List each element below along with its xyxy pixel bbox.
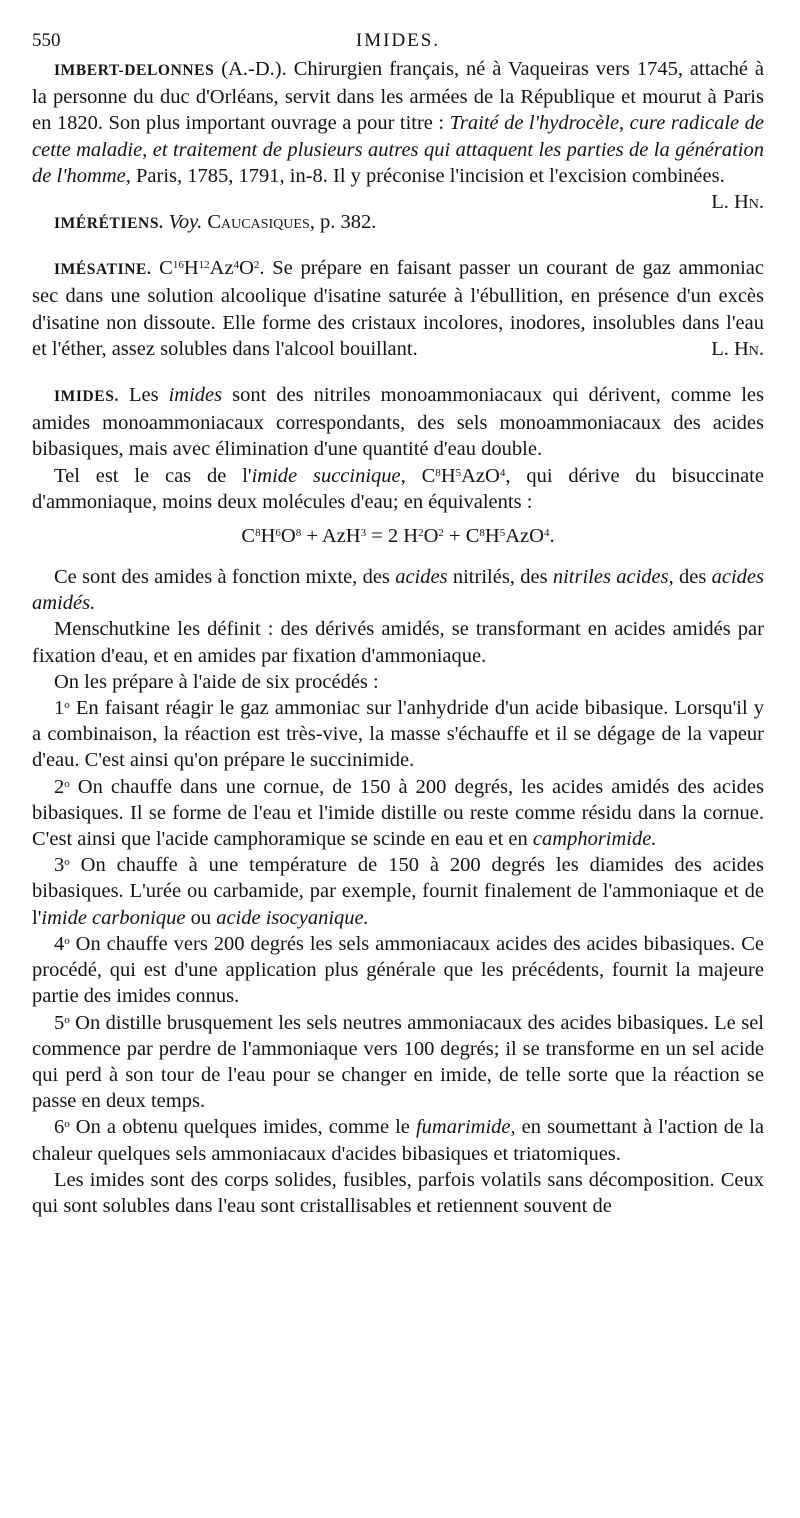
headword-imbert-delonnes: IMBERT-DELONNES <box>54 62 215 79</box>
paragraph-procedes-intro: On les prépare à l'aide de six procédés : <box>54 670 379 693</box>
work-title: Traité de l'hydrocèle, cure radicale de cette maladie, et traitement de plusieurs autres qui attaquent les parties de la génération de l'homme, <box>32 112 764 187</box>
procedure-6: 6$^o$ On a obtenu quelques imides, comme le fumarimide, en soumettant à l'action de la chaleur quelques sels ammoniacaux d'acides bibasiques et triatomiques. <box>32 1116 765 1165</box>
entry-imides: IMIDES. Les imides sont des nitriles monoammoniacaux qui dérivent, comme les amides monoammoniacaux correspondants, des sels monoammoniacaux des acides bibasiques, mais avec élimination d'une quantité d'eau double. <box>32 384 764 461</box>
author-signature: L. Hn. <box>711 191 764 214</box>
entry-imeretiens: IMÉRÉTIENS. Voy. Caucasiques, p. 382. <box>54 211 377 234</box>
page-number: 550 <box>32 30 61 51</box>
page-header <box>32 26 764 56</box>
paragraph-properties: Les imides sont des corps solides, fusibles, parfois volatils sans décomposition. Ceux qui sont solubles dans l'eau sont cristallisables et retiennent souvent de <box>32 1168 764 1217</box>
cross-reference: Caucasiques, <box>202 211 315 234</box>
procedure-4: 4$^o$ On chauffe vers 200 degrés les sels ammoniacaux acides des acides bibasiques. Ce procédé, qui est d'une application plus générale que les précédents, fournit la majeure partie des imides connus. <box>32 932 764 1008</box>
headword-imides: IMIDES. <box>54 388 119 406</box>
headword-imeretiens: IMÉRÉTIENS. <box>54 215 164 233</box>
procedure-1: 1$^o$ En faisant réagir le gaz ammoniac sur l'anhydride d'un acide bibasique. Lorsqu'il y a combinaison, la réaction est très-vive, la masse s'échauffe et il se dégage de la vapeur d'eau. C'est ainsi qu'on prépare le succinimide. <box>32 697 764 772</box>
procedure-5: 5$^o$ On distille brusquement les sels neutres ammoniacaux des acides bibasiques. Le sel commence par perdre de l'ammoniaque vers 100 degrés; il se transforme en un sel acide qui perd à son tour de l'eau pour se changer en imide, de telle sorte que la réaction se passe en deux temps. <box>32 1011 764 1113</box>
running-title: IMIDES. <box>355 30 441 51</box>
procedure-3: 3$^o$ On chauffe à une température de 150 à 200 degrés les diamides des acides bibasiques. L'urée ou carbamide, par exemple, fournit finalement de l'ammoniaque et de l'imide carbonique ou acide isocyanique. <box>32 854 764 929</box>
headword-imesatine: IMÉSATINE. <box>54 261 152 279</box>
chemical-equation: $C^8H^6O^8 + AzH^3 = 2$ $H^2O^2 + C^8H^5AzO^4$. <box>241 525 555 548</box>
entry-imesatine: IMÉSATINE. $C^{16}H^{12}Az^4O^2$. Se prépare en faisant passer un courant de gaz ammoniac sec dans une solution alcoolique d'isatine saturée à l'ébullition, en présence d'un excès d'isatine non dissoute. Elle forme des cristaux incolores, inodores, insolubles dans l'eau et l'éther, assez solubles dans l'alcool bouillant. L. Hn. <box>32 255 764 362</box>
procedure-2: 2$^o$ On chauffe dans une cornue, de 150 à 200 degrés, les acides amidés des acides bibasiques. Il se forme de l'eau et l'imide distille ou reste comme résidu dans la cornue. C'est ainsi que l'acide camphoramique se scinde en eau et en camphorimide. <box>32 775 764 851</box>
chemical-formula: $C^{16}H^{12}Az^4O^2$. <box>159 257 265 280</box>
entry-imbert-delonnes: IMBERT-DELONNES (A.-D.). Chirurgien français, né à Vaqueiras vers 1745, attaché à la personne du duc d'Orléans, servit dans les armées de la République et mourut à Paris en 1820. Son plus important ouvrage a pour titre : Traité de l'hydrocèle, cure radicale de cette maladie, et traitement de plusieurs autres qui attaquent les parties de la génération de l'homme, Paris, 1785, 1791, in-8. Il y préconise l'incision et l'excision combinées. L. Hn. <box>32 56 764 189</box>
paragraph-fonction-mixte: Ce sont des amides à fonction mixte, des acides nitrilés, des nitriles acides, des acides amidés. <box>32 566 764 615</box>
document-page <box>32 26 764 1219</box>
paragraph-imide-succinique: Tel est le cas de l'imide succinique, $C^8H^5AzO^4$, qui dérive du bisuccinate d'ammoniaque, moins deux molécules d'eau; en équivalents : <box>32 464 764 513</box>
paragraph-menschutkine: Menschutkine les définit : des dérivés amidés, se transformant en acides amidés par fixation d'eau, et en amides par fixation d'ammoniaque. <box>32 618 764 667</box>
author-signature: L. Hn. <box>711 337 764 360</box>
